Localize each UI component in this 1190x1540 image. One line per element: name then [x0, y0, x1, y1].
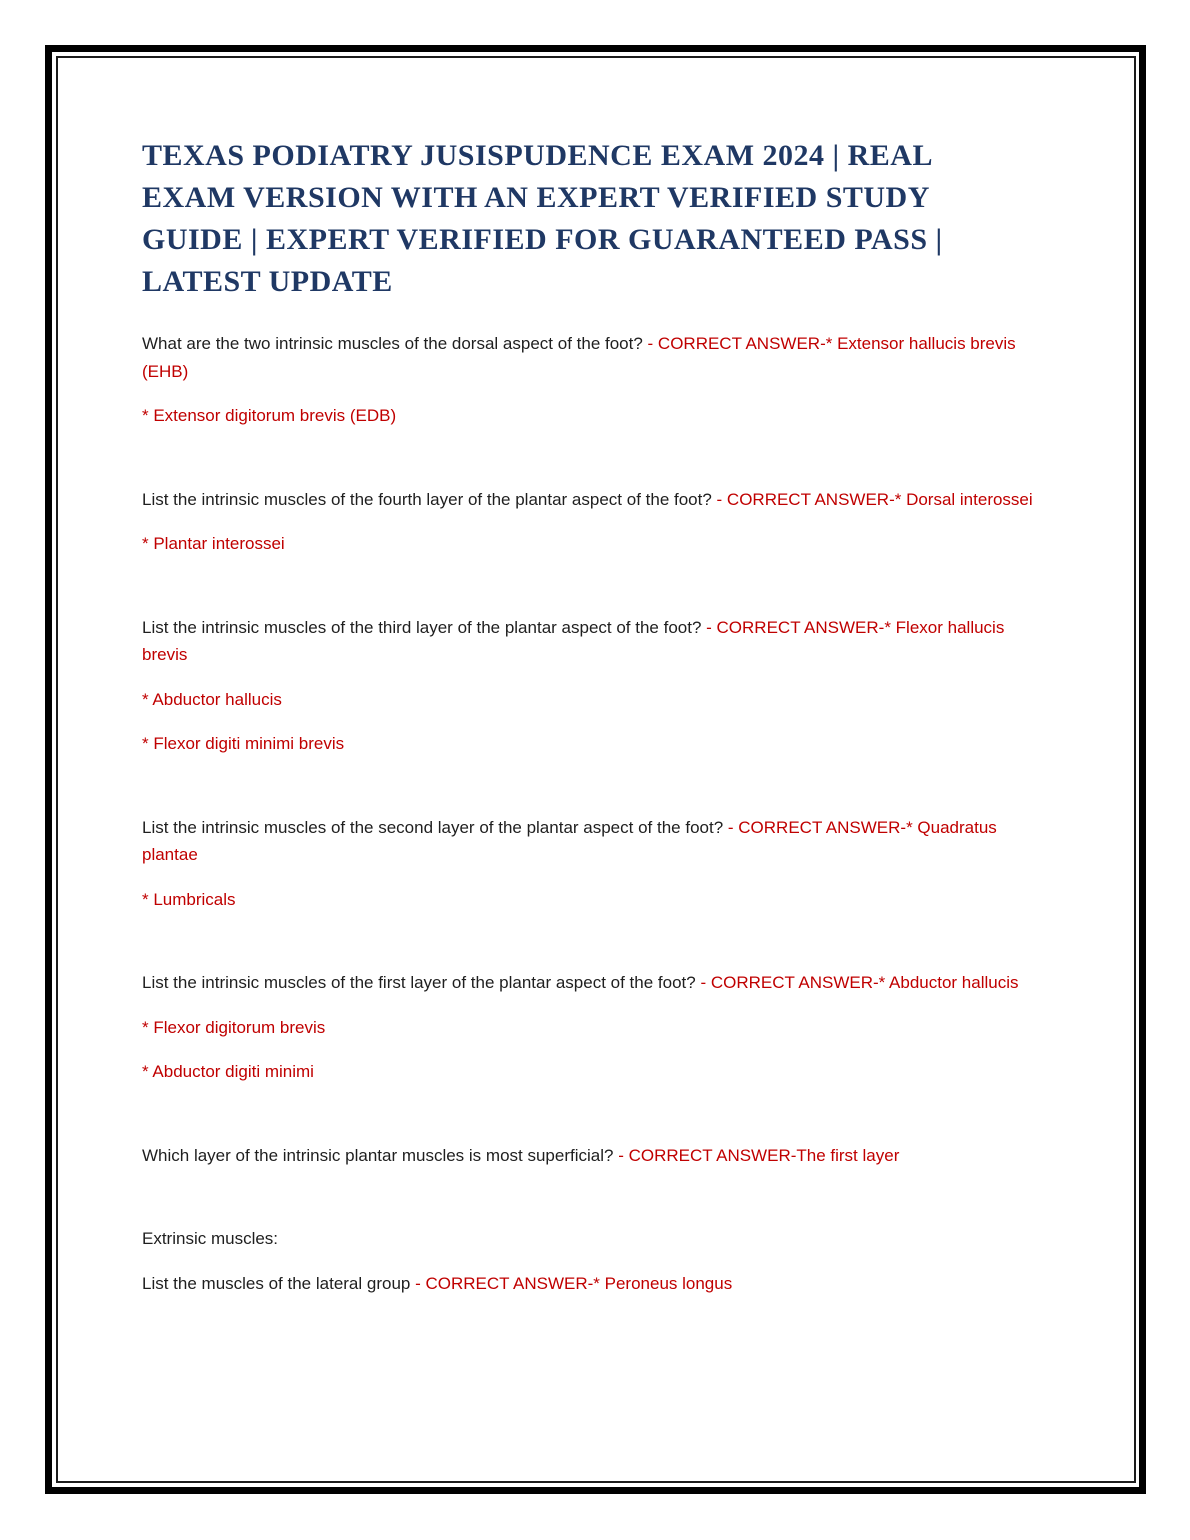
question-text: List the intrinsic muscles of the first layer of the plantar aspect of the foot? [142, 973, 701, 992]
qa-paragraph [142, 1270, 1048, 1298]
qa-paragraph [142, 486, 1048, 514]
qa-paragraph [142, 730, 1048, 758]
qa-block [142, 1225, 1048, 1297]
question-text: List the intrinsic muscles of the fourth layer of the plantar aspect of the foot? [142, 489, 717, 509]
question-text: What are the two intrinsic muscles of the dorsal aspect of the foot? [142, 334, 648, 353]
qa-paragraph [142, 530, 1048, 558]
title-line: EXAM VERSION WITH AN EXPERT VERIFIED STUDY [142, 181, 930, 214]
qa-paragraph [142, 330, 1048, 385]
answer-text: * Flexor digiti minimi brevis [142, 734, 345, 753]
answer-text: - CORRECT ANSWER-* Quadratus plantae [142, 817, 997, 864]
question-text: Which layer of the intrinsic plantar muscles is most superficial? [142, 1145, 619, 1165]
qa-paragraph [142, 402, 1048, 430]
qa-paragraph [142, 1225, 1048, 1253]
title-line: TEXAS PODIATRY JUSISPUDENCE EXAM 2024 | REAL [142, 139, 933, 172]
answer-text: - CORRECT ANSWER-* Abductor hallucis [700, 973, 1019, 992]
answer-text: * Lumbricals [142, 889, 236, 909]
qa-paragraph [142, 1142, 1048, 1170]
qa-block [142, 486, 1048, 558]
qa-paragraph [142, 686, 1048, 714]
document-title [142, 135, 1048, 303]
qa-paragraph [142, 1014, 1048, 1042]
qa-section [142, 330, 1048, 1297]
answer-text: * Abductor hallucis [142, 689, 282, 709]
qa-paragraph [142, 1058, 1048, 1086]
title-line: GUIDE | EXPERT VERIFIED FOR GUARANTEED PASS | [142, 223, 943, 256]
question-text: List the intrinsic muscles of the second layer of the plantar aspect of the foot? [142, 817, 728, 837]
answer-text: - CORRECT ANSWER-* Flexor hallucis brevis [142, 617, 1005, 664]
answer-text: * Plantar interossei [142, 534, 285, 553]
page-content [142, 135, 1048, 1297]
qa-block [142, 1142, 1048, 1170]
answer-text: - CORRECT ANSWER-* Dorsal interossei [716, 489, 1033, 509]
question-text: List the muscles of the lateral group [142, 1273, 416, 1293]
qa-paragraph [142, 614, 1048, 669]
qa-block [142, 814, 1048, 914]
answer-text: * Abductor digiti minimi [142, 1062, 314, 1081]
qa-paragraph [142, 814, 1048, 869]
qa-block [142, 330, 1048, 430]
qa-block [142, 614, 1048, 758]
qa-block [142, 969, 1048, 1086]
answer-text: * Flexor digitorum brevis [142, 1017, 326, 1037]
title-line: LATEST UPDATE [142, 265, 393, 298]
answer-text: - CORRECT ANSWER-* Peroneus longus [415, 1273, 733, 1293]
qa-paragraph [142, 886, 1048, 914]
question-text: Extrinsic muscles: [142, 1229, 279, 1248]
answer-text: * Extensor digitorum brevis (EDB) [142, 406, 397, 425]
question-text: List the intrinsic muscles of the third layer of the plantar aspect of the foot? [142, 617, 707, 637]
qa-paragraph [142, 969, 1048, 997]
answer-text: - CORRECT ANSWER-* Extensor hallucis brevis (EHB) [142, 334, 1016, 381]
answer-text: - CORRECT ANSWER-The first layer [618, 1145, 900, 1165]
